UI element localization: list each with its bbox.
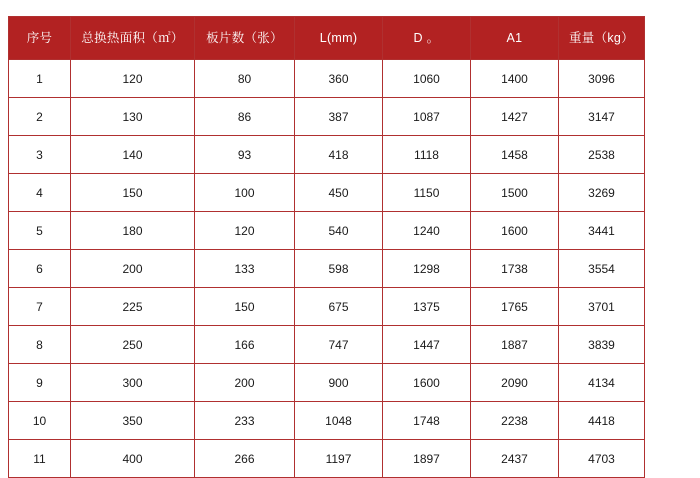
cell-weight: 3839 xyxy=(559,326,645,364)
cell-length: 387 xyxy=(295,98,383,136)
cell-total-heat-area: 250 xyxy=(71,326,195,364)
table-body xyxy=(9,60,645,478)
cell-plate-count: 100 xyxy=(195,174,295,212)
column-header-weight-label: 重量（kg） xyxy=(568,30,634,45)
cell-a1: 1738 xyxy=(471,250,559,288)
cell-a1: 1887 xyxy=(471,326,559,364)
cell-length: 598 xyxy=(295,250,383,288)
cell-index: 2 xyxy=(9,98,71,136)
cell-diameter: 1087 xyxy=(383,98,471,136)
column-header-a1-label: A1 xyxy=(506,30,523,45)
column-header-length xyxy=(295,17,383,60)
cell-weight: 3147 xyxy=(559,98,645,136)
cell-index: 4 xyxy=(9,174,71,212)
cell-plate-count: 150 xyxy=(195,288,295,326)
cell-a1: 1458 xyxy=(471,136,559,174)
specification-table xyxy=(8,16,645,478)
column-header-a1 xyxy=(471,17,559,60)
cell-total-heat-area: 150 xyxy=(71,174,195,212)
cell-length: 450 xyxy=(295,174,383,212)
cell-diameter: 1298 xyxy=(383,250,471,288)
column-header-weight xyxy=(559,17,645,60)
cell-index: 10 xyxy=(9,402,71,440)
cell-a1: 1400 xyxy=(471,60,559,98)
cell-a1: 1600 xyxy=(471,212,559,250)
table-row xyxy=(9,212,645,250)
cell-length: 747 xyxy=(295,326,383,364)
column-header-length-label: L(mm) xyxy=(319,30,358,45)
cell-total-heat-area: 140 xyxy=(71,136,195,174)
column-header-total-heat-area xyxy=(71,17,195,60)
cell-index: 6 xyxy=(9,250,71,288)
cell-weight: 3441 xyxy=(559,212,645,250)
cell-plate-count: 166 xyxy=(195,326,295,364)
cell-plate-count: 93 xyxy=(195,136,295,174)
cell-length: 675 xyxy=(295,288,383,326)
cell-weight: 4703 xyxy=(559,440,645,478)
table-row xyxy=(9,440,645,478)
cell-a1: 1500 xyxy=(471,174,559,212)
cell-total-heat-area: 130 xyxy=(71,98,195,136)
cell-a1: 1765 xyxy=(471,288,559,326)
cell-diameter: 1375 xyxy=(383,288,471,326)
column-header-diameter-label: D 。 xyxy=(413,30,440,45)
cell-total-heat-area: 120 xyxy=(71,60,195,98)
cell-index: 11 xyxy=(9,440,71,478)
column-header-total-heat-area-label: 总换热面积（㎡） xyxy=(81,30,184,45)
cell-plate-count: 120 xyxy=(195,212,295,250)
cell-a1: 2437 xyxy=(471,440,559,478)
cell-weight: 4418 xyxy=(559,402,645,440)
cell-length: 360 xyxy=(295,60,383,98)
table-row xyxy=(9,60,645,98)
cell-total-heat-area: 300 xyxy=(71,364,195,402)
cell-weight: 3554 xyxy=(559,250,645,288)
cell-index: 7 xyxy=(9,288,71,326)
cell-total-heat-area: 400 xyxy=(71,440,195,478)
cell-diameter: 1240 xyxy=(383,212,471,250)
cell-a1: 2238 xyxy=(471,402,559,440)
cell-index: 3 xyxy=(9,136,71,174)
cell-diameter: 1600 xyxy=(383,364,471,402)
column-header-index-label: 序号 xyxy=(26,30,53,45)
cell-a1: 2090 xyxy=(471,364,559,402)
table-row xyxy=(9,364,645,402)
cell-index: 1 xyxy=(9,60,71,98)
cell-diameter: 1447 xyxy=(383,326,471,364)
table-row xyxy=(9,250,645,288)
cell-total-heat-area: 200 xyxy=(71,250,195,288)
table-row xyxy=(9,174,645,212)
table-row xyxy=(9,98,645,136)
cell-weight: 2538 xyxy=(559,136,645,174)
cell-index: 8 xyxy=(9,326,71,364)
column-header-diameter xyxy=(383,17,471,60)
cell-plate-count: 266 xyxy=(195,440,295,478)
cell-diameter: 1118 xyxy=(383,136,471,174)
cell-weight: 3269 xyxy=(559,174,645,212)
cell-plate-count: 80 xyxy=(195,60,295,98)
table-row xyxy=(9,136,645,174)
table-header-row xyxy=(9,17,645,60)
cell-diameter: 1150 xyxy=(383,174,471,212)
cell-index: 9 xyxy=(9,364,71,402)
cell-plate-count: 233 xyxy=(195,402,295,440)
cell-weight: 4134 xyxy=(559,364,645,402)
cell-index: 5 xyxy=(9,212,71,250)
cell-length: 418 xyxy=(295,136,383,174)
cell-diameter: 1897 xyxy=(383,440,471,478)
cell-plate-count: 200 xyxy=(195,364,295,402)
cell-total-heat-area: 225 xyxy=(71,288,195,326)
cell-length: 540 xyxy=(295,212,383,250)
cell-a1: 1427 xyxy=(471,98,559,136)
table-row xyxy=(9,402,645,440)
cell-total-heat-area: 180 xyxy=(71,212,195,250)
table-header xyxy=(9,17,645,60)
cell-plate-count: 86 xyxy=(195,98,295,136)
column-header-index xyxy=(9,17,71,60)
cell-length: 900 xyxy=(295,364,383,402)
cell-length: 1048 xyxy=(295,402,383,440)
cell-diameter: 1060 xyxy=(383,60,471,98)
cell-weight: 3096 xyxy=(559,60,645,98)
column-header-plate-count-label: 板片数（张） xyxy=(206,30,283,45)
cell-weight: 3701 xyxy=(559,288,645,326)
cell-diameter: 1748 xyxy=(383,402,471,440)
column-header-plate-count xyxy=(195,17,295,60)
table-row xyxy=(9,288,645,326)
cell-length: 1197 xyxy=(295,440,383,478)
cell-total-heat-area: 350 xyxy=(71,402,195,440)
table-row xyxy=(9,326,645,364)
cell-plate-count: 133 xyxy=(195,250,295,288)
